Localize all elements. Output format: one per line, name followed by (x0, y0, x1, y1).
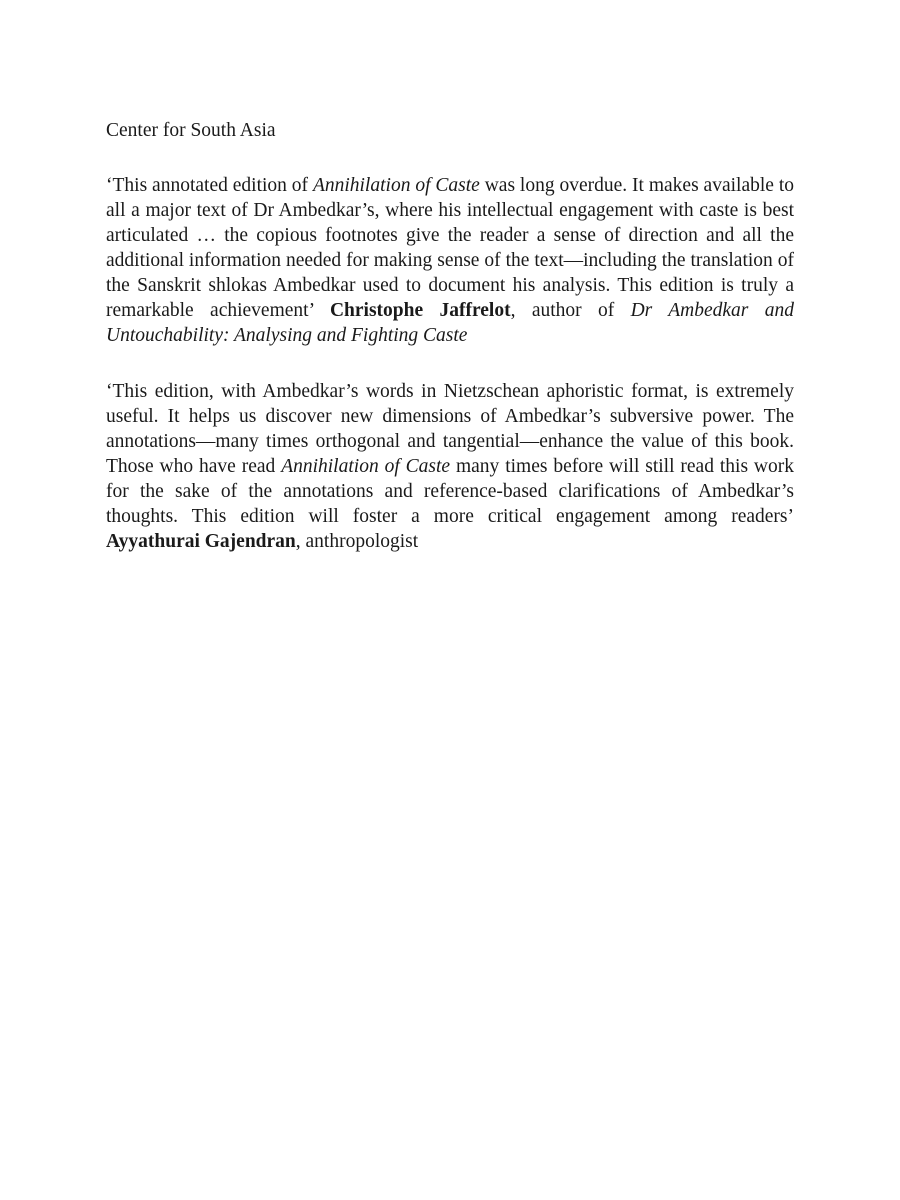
quote-text: many times before will still read this work for the sake of the annotations and reference-based clarifications of Ambedkar’s thoughts. This edition will foster a more critical engagement among readers’ (106, 456, 795, 527)
author-name: Ayyathurai Gajendran (106, 531, 296, 552)
blurb-gajendran (106, 379, 794, 554)
book-title: Annihilation of Caste (281, 456, 451, 477)
author-name: Christophe Jaffrelot (329, 300, 511, 321)
quote-text: ‘This edition, with Ambedkar’s words in Nietzschean aphoristic format, is extremely useful. It helps us discover new dimensions of Ambedkar’s subversive power. The annotations—many times orthogonal and tangential—enhance the value of this book. Those who have read (106, 381, 794, 477)
quote-text: was long overdue. It makes available to all a major text of Dr Ambedkar’s, where his intellectual engagement with caste is best articulated … the copious footnotes give the reader a sense of direction and all the additional information needed for making sense of the text—including the translation of the Sanskrit shlokas Ambedkar used to document his analysis. This edition is truly a remarkable achievement’ (106, 175, 794, 321)
author-credit: , author of (510, 300, 631, 321)
page-body (106, 118, 794, 554)
author-credit: , anthropologist (295, 531, 419, 552)
blurb-jaffrelot (106, 173, 794, 348)
book-title: Dr Ambedkar and Untouchability: Analysing and Fighting Caste (106, 300, 794, 346)
affiliation-line: Center for South Asia (106, 120, 276, 141)
quote-text: ‘This annotated edition of (106, 175, 313, 196)
book-title: Annihilation of Caste (312, 175, 480, 196)
